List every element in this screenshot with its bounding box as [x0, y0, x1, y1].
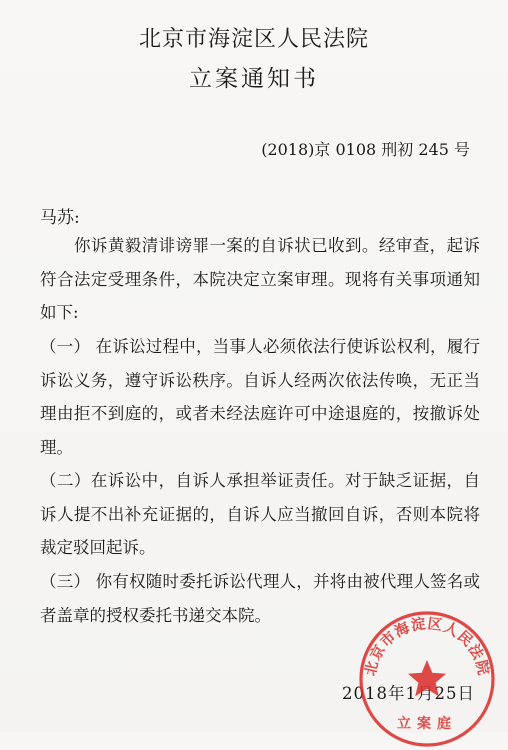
svg-text:北京市海淀区人民法院: 北京市海淀区人民法院 — [362, 616, 492, 678]
intro-paragraph: 你诉黄毅清诽谤罪一案的自诉状已收到。经审查，起诉符合法定受理条件，本院决定立案审理。现将有关事项通知如下: — [40, 236, 480, 322]
notice-item-1: （一） 在诉讼过程中，当事人必须依法行使诉讼权利，履行诉讼义务，遵守诉讼秩序。自诉人经两次依法传唤，无正当理由拒不到庭的，或者未经法庭许可中途退庭的，按撤诉处理。 — [40, 337, 480, 457]
svg-text:立案庭: 立案庭 — [397, 716, 457, 732]
issue-date: 2018年1月25日 — [342, 684, 475, 703]
court-name: 北京市海淀区人民法院 — [138, 27, 369, 52]
document-title: 立案通知书 — [189, 66, 319, 92]
addressee: 马苏: — [40, 208, 80, 228]
seal-star-icon — [408, 660, 446, 696]
court-seal-stamp — [356, 608, 498, 750]
notice-item-3: （三） 你有权随时委托诉讼代理人，并将由被代理人签名或者盖章的授权委托书递交本院。 — [40, 572, 480, 625]
case-number: (2018)京 0108 刑初 245 号 — [261, 140, 470, 159]
notice-item-2: （二）在诉讼中，自诉人承担举证责任。对于缺乏证据，自诉人提不出补充证据的，自诉人应当撤回自诉，否则本院将裁定驳回起诉。 — [40, 471, 480, 557]
